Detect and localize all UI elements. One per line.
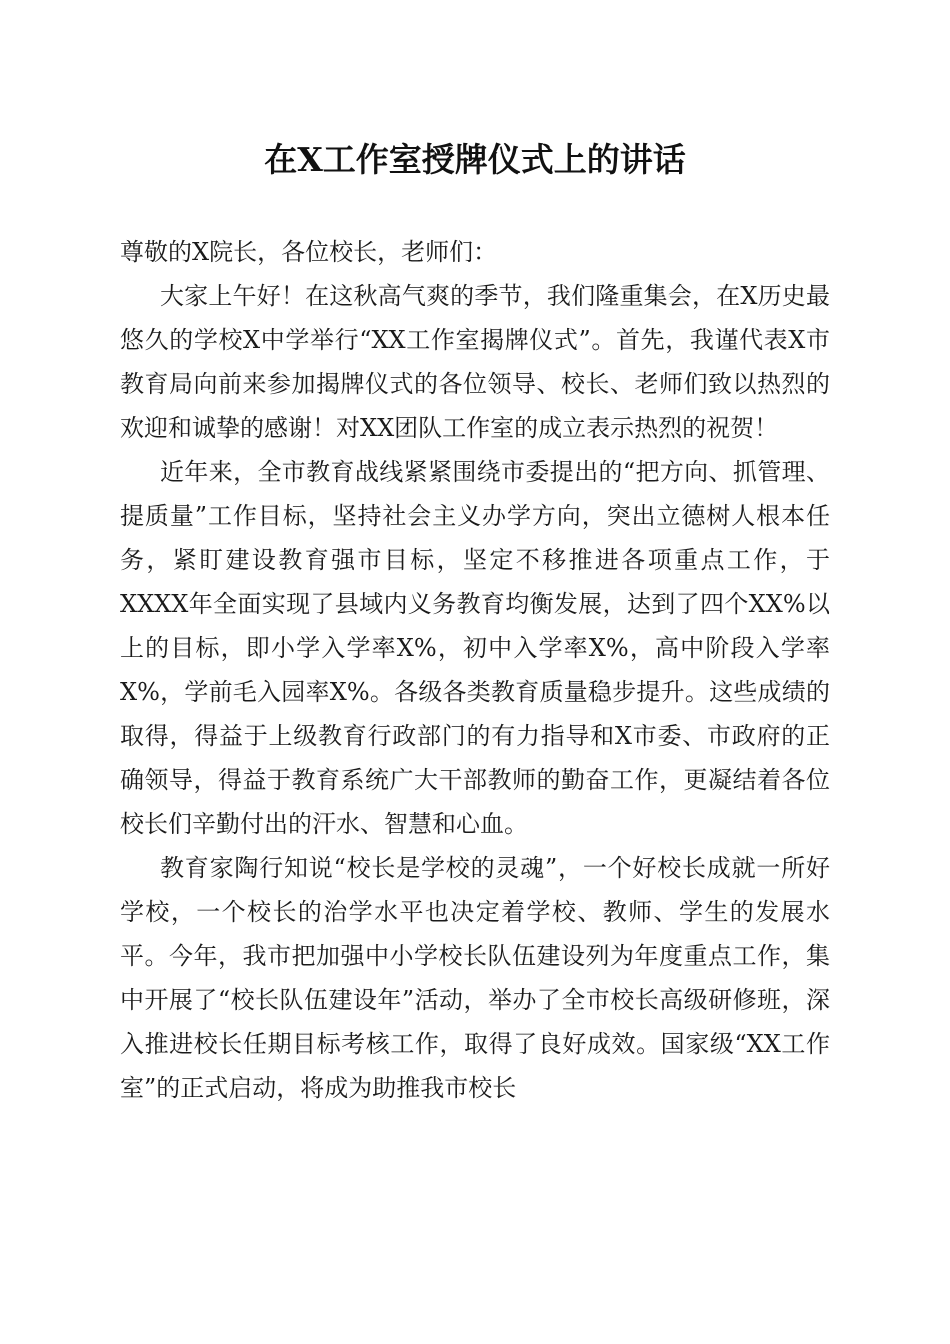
- speech-body: [120, 230, 830, 1110]
- paragraph-greeting: 大家上午好！在这秋高气爽的季节，我们隆重集会，在X历史最悠久的学校X中学举行“XX工作室揭牌仪式”。首先，我谨代表X市教育局向前来参加揭牌仪式的各位领导、校长、老师们致以热烈的欢迎和诚挚的感谢！对XX团队工作室的成立表示热烈的祝贺！: [120, 282, 830, 442]
- paragraph-principals: 教育家陶行知说“校长是学校的灵魂”，一个好校长成就一所好学校，一个校长的治学水平也决定着学校、教师、学生的发展水平。今年，我市把加强中小学校长队伍建设列为年度重点工作，集中开展了“校长队伍建设年”活动，举办了全市校长高级研修班，深入推进校长任期目标考核工作，取得了良好成效。国家级“XX工作室”的正式启动，将成为助推我市校长: [120, 854, 830, 1102]
- salutation: 尊敬的X院长，各位校长，老师们：: [120, 238, 498, 266]
- document-title: 在X工作室授牌仪式上的讲话: [264, 140, 686, 179]
- paragraph-achievements: 近年来，全市教育战线紧紧围绕市委提出的“把方向、抓管理、提质量”工作目标，坚持社会主义办学方向，突出立德树人根本任务，紧盯建设教育强市目标，坚定不移推进各项重点工作，于XXXX年全面实现了县域内义务教育均衡发展，达到了四个XX%以上的目标，即小学入学率X%，初中入学率X%，高中阶段入学率X%，学前毛入园率X%。各级各类教育质量稳步提升。这些成绩的取得，得益于上级教育行政部门的有力指导和X市委、市政府的正确领导，得益于教育系统广大干部教师的勤奋工作，更凝结着各位校长们辛勤付出的汗水、智慧和心血。: [120, 458, 830, 838]
